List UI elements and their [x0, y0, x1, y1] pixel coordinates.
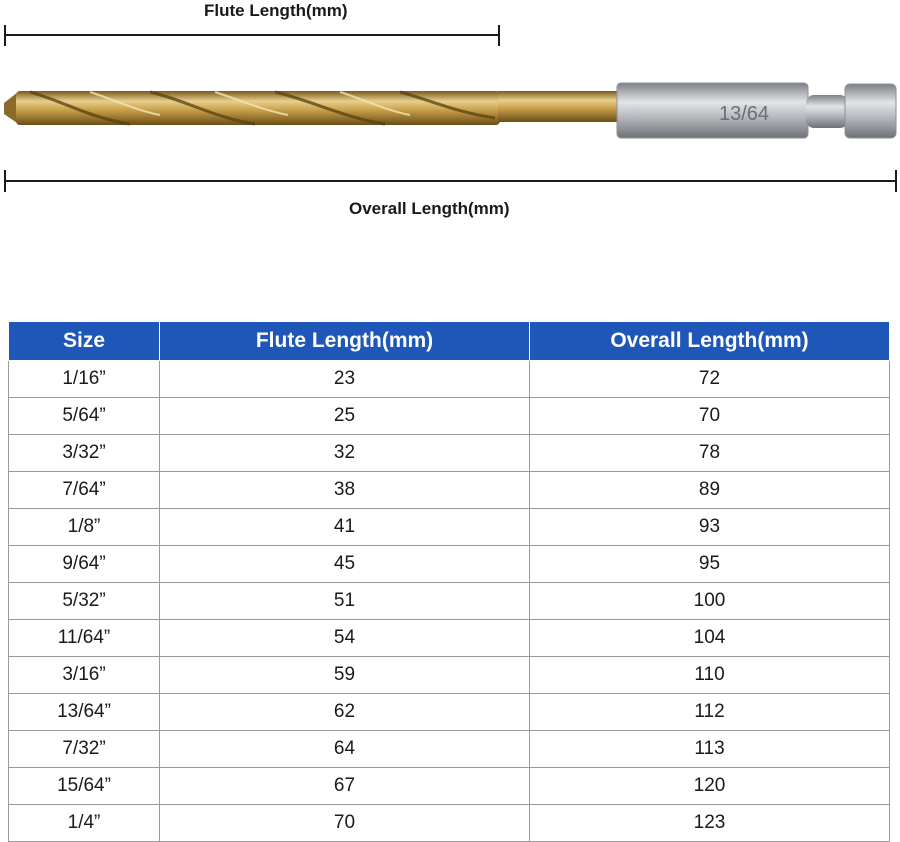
flute-length-cell: 51 [160, 583, 530, 620]
table-row [9, 657, 890, 694]
flute-length-cell: 38 [160, 472, 530, 509]
overall-length-cell: 123 [530, 805, 890, 842]
overall-length-cell: 113 [530, 731, 890, 768]
flute-length-cell: 45 [160, 546, 530, 583]
table-row [9, 398, 890, 435]
table-row [9, 731, 890, 768]
flute-length-cell: 32 [160, 435, 530, 472]
size-cell: 7/64” [9, 472, 160, 509]
flute-length-cell: 62 [160, 694, 530, 731]
hex-shank [617, 83, 808, 138]
overall-length-cell: 120 [530, 768, 890, 805]
table-row [9, 435, 890, 472]
table-row [9, 546, 890, 583]
overall-length-cell: 100 [530, 583, 890, 620]
header-flute-length: Flute Length(mm) [160, 322, 530, 361]
flute-length-label: Flute Length(mm) [204, 1, 348, 20]
table-row [9, 694, 890, 731]
drill-shank [498, 91, 620, 122]
table-row [9, 768, 890, 805]
size-cell: 5/32” [9, 583, 160, 620]
size-cell: 3/32” [9, 435, 160, 472]
flute-length-cell: 70 [160, 805, 530, 842]
overall-length-cell: 93 [530, 509, 890, 546]
table-row [9, 583, 890, 620]
overall-length-cell: 78 [530, 435, 890, 472]
drill-flute-body [16, 91, 500, 125]
size-cell: 1/8” [9, 509, 160, 546]
flute-length-cell: 59 [160, 657, 530, 694]
size-cell: 7/32” [9, 731, 160, 768]
header-size: Size [9, 322, 160, 361]
flute-length-cell: 54 [160, 620, 530, 657]
table-row [9, 361, 890, 398]
flute-length-cell: 67 [160, 768, 530, 805]
size-cell: 15/64” [9, 768, 160, 805]
hex-shank-groove [806, 95, 848, 128]
overall-length-cell: 72 [530, 361, 890, 398]
table-row [9, 805, 890, 842]
header-overall-length: Overall Length(mm) [530, 322, 890, 361]
overall-dimension-line [5, 170, 896, 192]
flute-length-cell: 23 [160, 361, 530, 398]
table-row [9, 472, 890, 509]
flute-length-cell: 41 [160, 509, 530, 546]
overall-length-cell: 89 [530, 472, 890, 509]
size-cell: 1/4” [9, 805, 160, 842]
flute-dimension-line [5, 25, 499, 46]
overall-length-label: Overall Length(mm) [349, 199, 510, 218]
size-cell: 3/16” [9, 657, 160, 694]
table-row [9, 620, 890, 657]
overall-length-cell: 110 [530, 657, 890, 694]
flute-length-cell: 64 [160, 731, 530, 768]
drill-size-table [8, 322, 890, 842]
table-header-row [9, 322, 890, 361]
size-cell: 1/16” [9, 361, 160, 398]
size-cell: 13/64” [9, 694, 160, 731]
drill-bit-diagram [0, 0, 900, 200]
size-cell: 5/64” [9, 398, 160, 435]
table-row [9, 509, 890, 546]
hex-shank-end [845, 84, 896, 138]
size-cell: 9/64” [9, 546, 160, 583]
overall-length-cell: 70 [530, 398, 890, 435]
size-cell: 11/64” [9, 620, 160, 657]
drill-bit [4, 83, 896, 138]
flute-length-cell: 25 [160, 398, 530, 435]
overall-length-cell: 104 [530, 620, 890, 657]
shank-marking: 13/64 [718, 103, 770, 125]
overall-length-cell: 112 [530, 694, 890, 731]
overall-length-cell: 95 [530, 546, 890, 583]
